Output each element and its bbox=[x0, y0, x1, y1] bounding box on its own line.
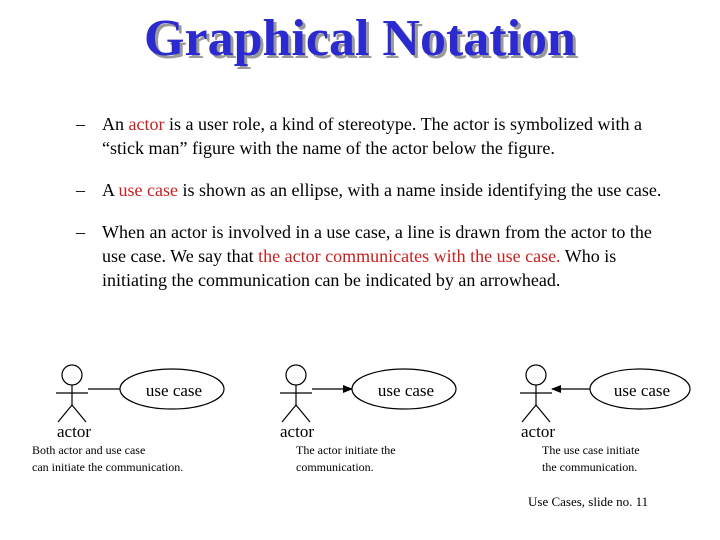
caption-use-case-initiates bbox=[542, 442, 640, 476]
bullet-text: When an actor is involved in a use case, a line is drawn from the actor to the use case. We say that bbox=[102, 222, 652, 266]
stick-man-icon bbox=[56, 365, 88, 422]
bullet-text: Who is initiating the communication can be indicated by an arrowhead. bbox=[102, 246, 617, 290]
bullet-dash: – bbox=[76, 180, 85, 200]
bullet-text: is shown as an ellipse, with a name inside identifying the use case. bbox=[177, 180, 662, 200]
caption-actor-initiates bbox=[296, 442, 396, 476]
use-case-label: use case bbox=[613, 381, 671, 400]
caption-line: Both actor and use case bbox=[32, 443, 146, 457]
bullet-communication bbox=[76, 220, 676, 292]
caption-line: can initiate the communication. bbox=[32, 460, 184, 474]
bullet-list bbox=[76, 112, 676, 310]
caption-line: communication. bbox=[296, 460, 374, 474]
highlighted-term: the actor communicates with the use case. bbox=[258, 246, 561, 266]
use-case-label: use case bbox=[145, 381, 203, 400]
stick-man-icon bbox=[280, 365, 312, 422]
diagram-bidirectional bbox=[56, 365, 224, 441]
bullet-dash: – bbox=[76, 114, 85, 134]
highlighted-term: actor bbox=[128, 114, 165, 134]
bullet-text: is a user role, a kind of stereotype. The actor is symbolized with a “stick man” figure with the name of the actor below the figure. bbox=[102, 114, 643, 158]
caption-line: The actor initiate the bbox=[296, 443, 396, 457]
diagram-actor-initiates bbox=[280, 365, 456, 441]
actor-label: actor bbox=[57, 422, 91, 441]
bullet-dash: – bbox=[76, 222, 85, 242]
slide-title: Graphical Notation bbox=[144, 10, 576, 67]
bullet-text: A bbox=[102, 180, 119, 200]
caption-line: the communication. bbox=[542, 460, 638, 474]
use-case-label: use case bbox=[377, 381, 435, 400]
actor-label: actor bbox=[280, 422, 314, 441]
caption-line: The use case initiate bbox=[542, 443, 640, 457]
caption-bidirectional bbox=[32, 442, 183, 476]
bullet-use-case bbox=[76, 178, 676, 202]
bullet-text: An bbox=[102, 114, 129, 134]
stick-man-icon bbox=[520, 365, 552, 422]
bullet-actor bbox=[76, 112, 676, 160]
slide-number: Use Cases, slide no. 11 bbox=[528, 494, 649, 509]
diagram-use-case-initiates bbox=[520, 365, 690, 441]
actor-label: actor bbox=[521, 422, 555, 441]
highlighted-term: use case bbox=[118, 180, 178, 200]
